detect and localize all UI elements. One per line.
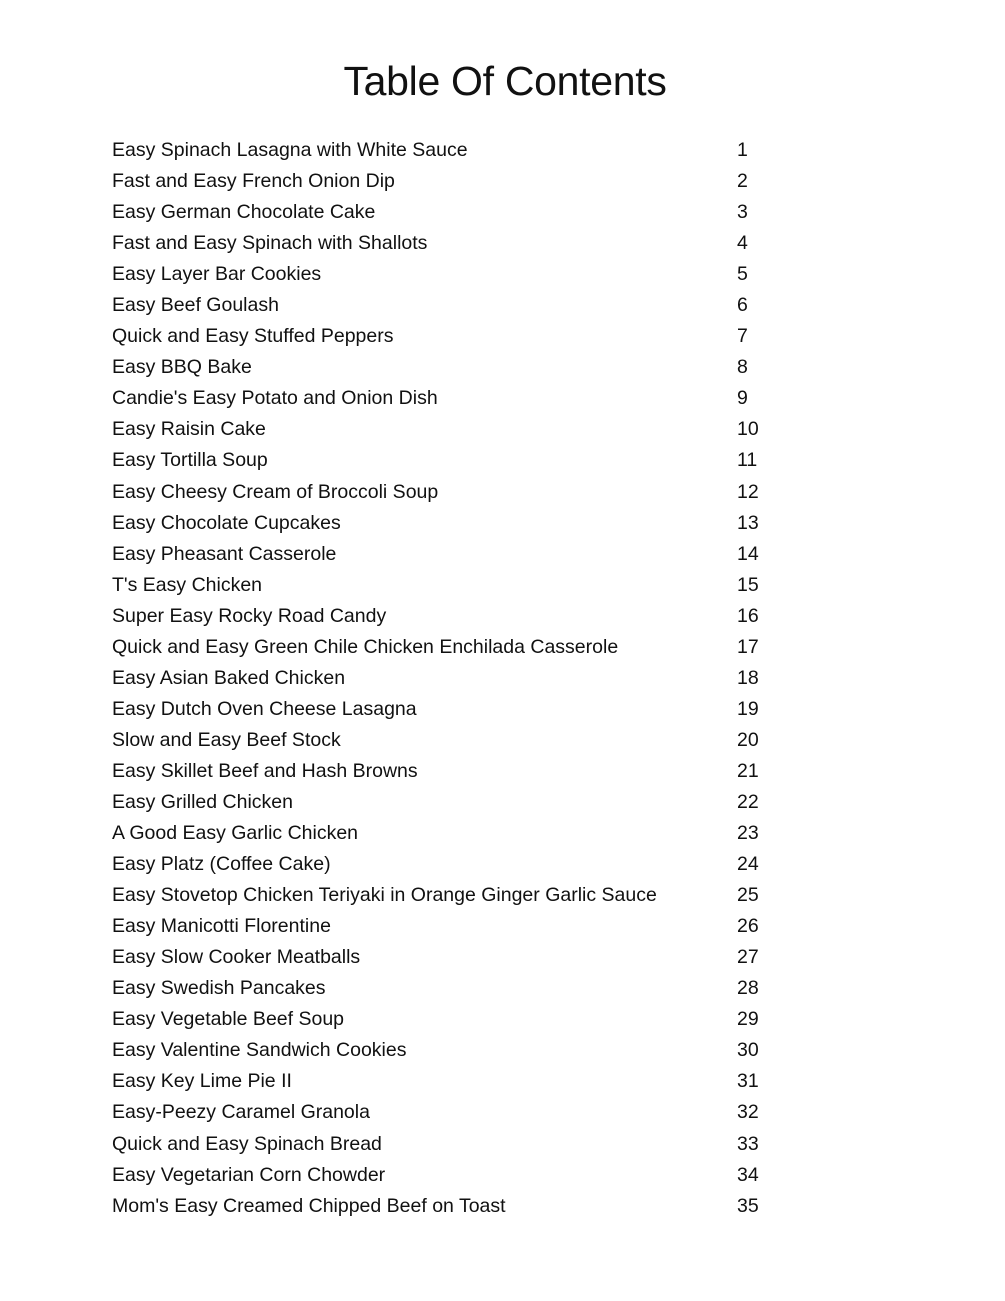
toc-entry — [112, 1161, 812, 1192]
toc-entry — [112, 633, 812, 664]
toc-entry-page-number: 30 — [737, 1039, 759, 1062]
toc-entry — [112, 322, 812, 353]
toc-entry — [112, 695, 812, 726]
page-title: Table Of Contents — [343, 58, 667, 104]
toc-entry-page-number: 23 — [737, 822, 759, 845]
toc-entry-title: Easy-Peezy Caramel Granola — [112, 1101, 370, 1124]
toc-entry-page-number: 25 — [737, 884, 759, 907]
toc-entry — [112, 384, 812, 415]
toc-entry-page-number: 13 — [737, 511, 759, 534]
toc-entry-page-number: 7 — [737, 325, 748, 348]
toc-entry-title: Easy Layer Bar Cookies — [112, 263, 322, 286]
toc-entry-page-number: 4 — [737, 232, 748, 255]
toc-entry-title: Easy Asian Baked Chicken — [112, 666, 346, 689]
toc-entry-page-number: 14 — [737, 542, 759, 565]
toc-entry-title: Easy Grilled Chicken — [112, 790, 293, 813]
toc-entry — [112, 136, 812, 167]
toc-entry-page-number: 27 — [737, 946, 759, 969]
toc-entry — [112, 1192, 812, 1223]
toc-entry-title: Easy Manicotti Florentine — [112, 915, 331, 938]
toc-entry-title: Easy German Chocolate Cake — [112, 201, 376, 224]
toc-entry-page-number: 33 — [737, 1132, 759, 1155]
toc-entry — [112, 912, 812, 943]
toc-entry — [112, 260, 812, 291]
toc-entry — [112, 1098, 812, 1129]
toc-entry-page-number: 11 — [737, 449, 758, 472]
toc-entry — [112, 198, 812, 229]
toc-entry-title: Fast and Easy French Onion Dip — [112, 170, 395, 193]
toc-entry-page-number: 35 — [737, 1194, 759, 1217]
toc-entry-page-number: 17 — [737, 635, 759, 658]
toc-entry-title: Quick and Easy Green Chile Chicken Enchilada Casserole — [112, 635, 619, 658]
toc-entry-title: Easy Spinach Lasagna with White Sauce — [112, 139, 468, 161]
toc-entry — [112, 726, 812, 757]
toc-entry — [112, 540, 812, 571]
toc-entry — [112, 974, 812, 1005]
toc-entry — [112, 757, 812, 788]
toc-entry-title: Quick and Easy Stuffed Peppers — [112, 325, 394, 348]
toc-entry-title: Easy Dutch Oven Cheese Lasagna — [112, 697, 417, 720]
toc-entry — [112, 478, 812, 509]
toc-entry — [112, 1067, 812, 1098]
toc-entry — [112, 571, 812, 602]
toc-entry-title: A Good Easy Garlic Chicken — [112, 822, 359, 845]
toc-entry-page-number: 29 — [737, 1008, 759, 1031]
toc-entry-page-number: 9 — [737, 387, 748, 410]
toc-entry — [112, 602, 812, 633]
toc-entry-page-number: 20 — [737, 728, 759, 751]
toc-entry-title: Easy Cheesy Cream of Broccoli Soup — [112, 480, 439, 503]
toc-entry-title: Easy Stovetop Chicken Teriyaki in Orange Ginger Garlic Sauce — [112, 884, 657, 907]
toc-entry-title: Mom's Easy Creamed Chipped Beef on Toast — [112, 1194, 506, 1217]
toc-entry-title: Easy Platz (Coffee Cake) — [112, 853, 331, 876]
toc-entry-title: Easy BBQ Bake — [112, 356, 252, 379]
toc-entry-page-number: 10 — [737, 418, 759, 441]
toc-entry-title: Easy Vegetarian Corn Chowder — [112, 1163, 386, 1186]
toc-entry-title: Easy Swedish Pancakes — [112, 977, 326, 1000]
toc-entry — [112, 291, 812, 322]
toc-entry-page-number: 22 — [737, 790, 759, 813]
toc-entry — [112, 353, 812, 384]
toc-entry-title: Easy Pheasant Casserole — [112, 542, 337, 565]
table-of-contents — [112, 136, 812, 1223]
toc-entry-page-number: 6 — [737, 294, 748, 317]
toc-entry — [112, 819, 812, 850]
toc-entry-title: Easy Chocolate Cupcakes — [112, 511, 341, 534]
toc-entry-title: Easy Beef Goulash — [112, 294, 279, 317]
toc-entry-title: Easy Valentine Sandwich Cookies — [112, 1039, 407, 1062]
toc-entry-page-number: 16 — [737, 604, 759, 627]
toc-entry-title: Slow and Easy Beef Stock — [112, 728, 341, 751]
toc-entry-title: Quick and Easy Spinach Bread — [112, 1132, 382, 1155]
toc-entry — [112, 1130, 812, 1161]
toc-entry — [112, 1005, 812, 1036]
toc-entry-title: Easy Tortilla Soup — [112, 449, 268, 472]
toc-entry-page-number: 2 — [737, 170, 748, 193]
toc-entry-title: Candie's Easy Potato and Onion Dish — [112, 387, 438, 410]
toc-entry-page-number: 5 — [737, 263, 748, 286]
toc-entry — [112, 1036, 812, 1067]
toc-entry-page-number: 34 — [737, 1163, 759, 1186]
toc-entry — [112, 509, 812, 540]
toc-entry-page-number: 32 — [737, 1101, 759, 1124]
toc-entry — [112, 446, 812, 477]
toc-entry — [112, 664, 812, 695]
toc-entry-page-number: 19 — [737, 697, 759, 720]
toc-entry-title: Easy Key Lime Pie II — [112, 1070, 292, 1093]
toc-entry-title: Fast and Easy Spinach with Shallots — [112, 232, 428, 255]
toc-entry-page-number: 24 — [737, 853, 759, 876]
toc-entry — [112, 850, 812, 881]
toc-entry-page-number: 15 — [737, 573, 759, 596]
toc-entry-page-number: 21 — [737, 759, 759, 782]
toc-entry-page-number: 31 — [737, 1070, 759, 1093]
toc-entry-page-number: 8 — [737, 356, 748, 379]
toc-entry — [112, 415, 812, 446]
toc-entry-title: T's Easy Chicken — [112, 573, 263, 596]
toc-entry-page-number: 1 — [737, 139, 748, 161]
toc-entry-page-number: 3 — [737, 201, 748, 224]
toc-entry-page-number: 18 — [737, 666, 759, 689]
toc-entry-title: Super Easy Rocky Road Candy — [112, 604, 387, 627]
toc-entry-page-number: 28 — [737, 977, 759, 1000]
toc-entry — [112, 229, 812, 260]
toc-entry — [112, 167, 812, 198]
toc-entry-title: Easy Skillet Beef and Hash Browns — [112, 759, 418, 782]
toc-entry-page-number: 26 — [737, 915, 759, 938]
toc-entry-title: Easy Raisin Cake — [112, 418, 266, 441]
toc-entry-title: Easy Vegetable Beef Soup — [112, 1008, 345, 1031]
toc-entry — [112, 788, 812, 819]
toc-entry — [112, 881, 812, 912]
toc-entry-page-number: 12 — [737, 480, 759, 503]
toc-entry — [112, 943, 812, 974]
toc-entry-title: Easy Slow Cooker Meatballs — [112, 946, 361, 969]
